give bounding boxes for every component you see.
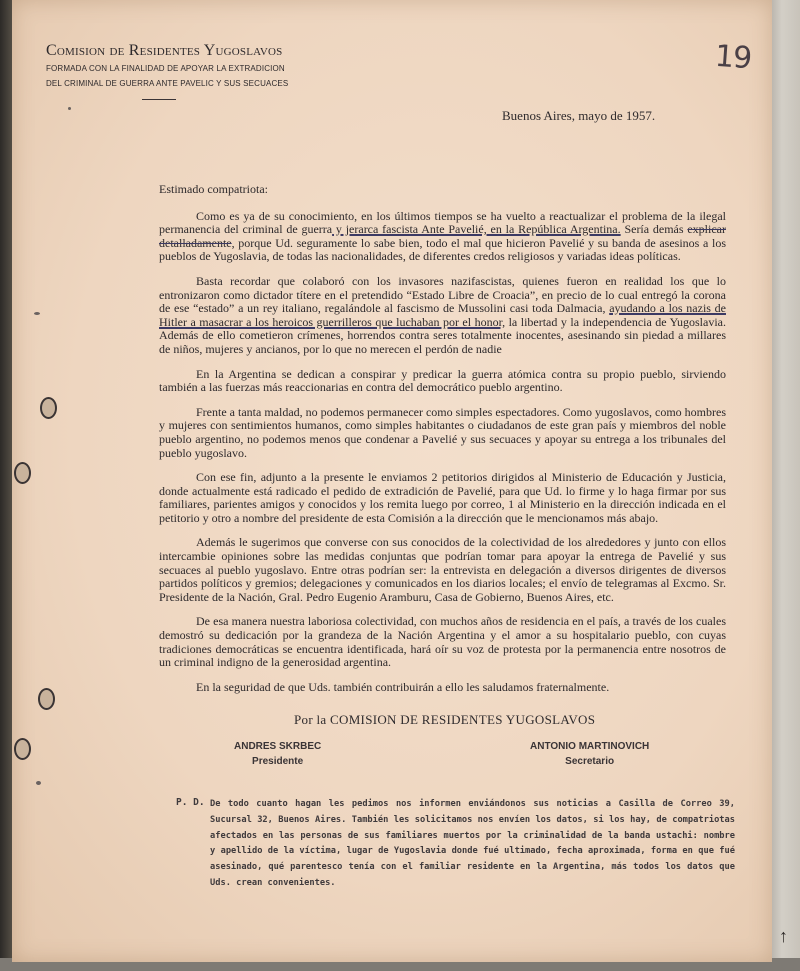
signatory-president — [234, 739, 321, 769]
closing-line: En la seguridad de que Uds. también contribuirán a ello les saludamos fraternalmente. — [196, 679, 610, 694]
letter-date: Buenos Aires, mayo de 1957. — [502, 108, 656, 123]
paragraph-4: Frente a tanta maldad, no podemos permanecer como simples espectadores. Como yugoslavos, como hombres y mujeres con sentimientos humanos, como simples habitantes o ciudadanos de este gran país y miembros del noble pueblo argentino, no podemos menos que condenar a Pavelié y sus secuaces y apoyar su entrega a los tribunales del pueblo yugoslavo. — [159, 404, 726, 460]
paragraph-1-underlined: y jerarca fascista Ante Pavelié, en la República Argentina. — [332, 222, 621, 237]
paragraph-7: De esa manera nuestra laboriosa colectividad, con muchos años de residencia en el país, a través de los cuales demostró su dedicación por la grandeza de la Nación Argentina y el amor a su hospitalario pueblo, con cuyas tradiciones democráticas se encuentra identificada, hará oír su voz de protesta por la permanencia entre nosotros de un criminal indigno de la generosidad argentina. — [159, 614, 726, 670]
paragraph-1-text-c: Sería demás — [620, 222, 688, 237]
signatory-name: ANTONIO MARTINOVICH — [530, 741, 650, 752]
letterhead-subtitle-line-1: FORMADA CON LA FINALIDAD DE APOYAR LA EXTRADICION — [46, 64, 285, 73]
paragraph-1 — [159, 210, 726, 264]
signatory-secretary — [530, 739, 649, 769]
signatory-name: ANDRES SKRBEC — [234, 741, 322, 752]
signatory-role: Presidente — [252, 756, 304, 767]
punch-hole-mark — [14, 738, 31, 760]
postscript-text: De todo cuanto hagan les pedimos nos informen enviándonos sus noticias a Casilla de Correo 39, Sucursal 32, Buenos Aires. También les solicitamos nos envíen los datos, si los hay, de compatriotas afectados en las personas de sus familiares muertos por la criminalidad de la banda ustachi: nombre y apellido de la víctima, lugar de Yugoslavia donde fué ultimado, fecha aproximada, forma en que fué asesinado, qué parentesco tenía con el familiar residente en la Argentina, más todos los datos que Uds. crean convenientes. — [210, 799, 735, 888]
letterhead — [46, 42, 288, 100]
punch-hole-mark — [40, 397, 57, 419]
handwritten-folio-number: 19 — [713, 38, 753, 77]
paragraph-2 — [159, 275, 726, 357]
punch-hole-mark — [14, 462, 31, 484]
postscript-label: P. D. — [176, 797, 205, 808]
paragraph-2-text-a: Basta recordar que colaboró con los invasores nazifascistas, quienes fueron en realidad los que lo entronizaron como dictador títere en el pretendido “Estado Libre de Croacia”, en precio de lo cual entregó la corona de ese “estado” a un rey italiano, regalándole al fascismo de Mussolini casi toda Dalmacia, — [159, 273, 726, 316]
punch-hole-mark — [38, 688, 55, 710]
paragraph-3: En la Argentina se dedican a conspirar y predicar la guerra atómica contra su propio pueblo, sirviendo también a las fuerzas más reaccionarias en contra del democrático pueblo argentino. — [159, 366, 726, 395]
letterhead-title: Comision de Residentes Yugoslavos — [46, 42, 283, 59]
salutation: Estimado compatriota: — [159, 182, 268, 196]
paragraph-1-text-a: Como es ya de su conocimiento, en los últimos tiempos se ha vuelto a reactualizar el problema de la ilegal permanencia del criminal de guerra — [159, 208, 726, 237]
paragraph-6: Además le sugerimos que converse con sus conocidos de la colectividad de los alrededores y junto con ellos intercambie opiniones sobre las medidas conjuntas que podrían tomar para apoyar la entrega de Pavelié y sus secuaces al pueblo yugoslavo. Entre otras podrían ser: la entrevista en delegación a diversos dirigentes de diversos partidos políticos y gremios; delegaciones y comunicados en los diarios locales; el envío de telegramas al Excmo. Sr. Presidente de la Nación, Gral. Pedro Eugenio Aramburu, Casa de Gobierno, Buenos Aires, etc. — [159, 535, 726, 604]
organization-signature-line: Por la COMISION DE RESIDENTES YUGOSLAVOS — [294, 712, 596, 727]
stain-speck — [68, 107, 71, 110]
margin-mark-icon: ↑ — [779, 926, 788, 946]
stain-speck — [36, 781, 41, 785]
stain-speck — [34, 312, 40, 315]
letter-body — [159, 183, 726, 705]
paragraph-5: Con ese fin, adjunto a la presente le enviamos 2 petitorios dirigidos al Ministerio de Educación y Justicia, donde actualmente está radicado el pedido de extradición de Pavelié, para que Ud. lo firme y lo haga firmar por sus familiares, parientes amigos y conocidos y los remita luego por correo, 1 al Ministerio en la dirección indicada en el petitorio y otro a nombre del presidente de esta Comisión a la dirección que le mencionamos más abajo. — [159, 470, 726, 525]
letterhead-subtitle-line-2: DEL CRIMINAL DE GUERRA ANTE PAVELIC Y SUS SECUACES — [46, 79, 289, 88]
scan-right-edge — [770, 0, 800, 971]
letter-page — [12, 0, 772, 962]
paragraph-1-text-e: , porque Ud. seguramente lo sabe bien, todo el mal que hicieron Pavelié y su banda de asesinos a los pueblos de Yugoslavia, de todas las nacionalidades, de diferentes credos religiosos y variadas ideas políticas. — [159, 235, 726, 264]
paragraph-2-text-c: la libertad y la independencia de Yugoslavia. Además de ello cometieron crímenes, horrendos contra seres totalmente inocentes, asesinando sin piedad a millares de niños, mujeres y ancianos, por lo que no merecen el perdón de nadie — [159, 314, 726, 356]
letterhead-rule — [142, 99, 176, 100]
signatory-role: Secretario — [565, 756, 615, 767]
paragraph-2-underlined: ayudando a los nazis de Hitler a masacrar a los heroicos guerrilleros que luchaban por el honor, — [159, 301, 726, 329]
paragraph-1-struck: explicar detalladamente — [159, 222, 727, 250]
